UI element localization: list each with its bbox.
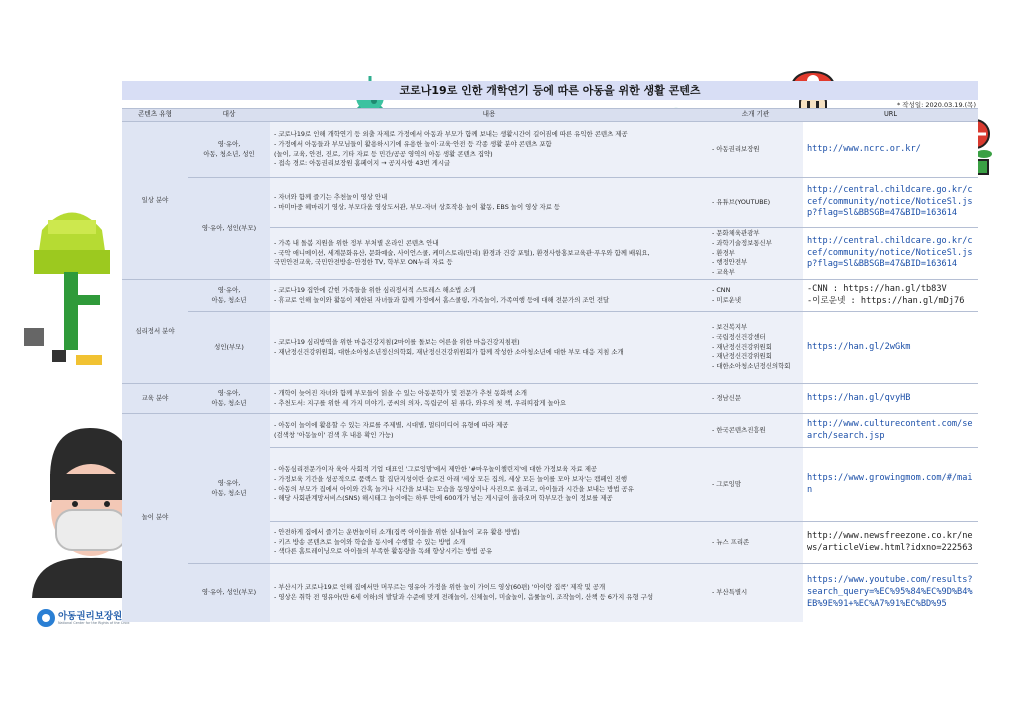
category-cell: 놀이 분야 <box>122 414 188 622</box>
text-line: 아동, 청소년 <box>211 398 247 407</box>
text-line: - 국립정신건강센터 <box>712 333 766 342</box>
content-cell <box>270 178 708 228</box>
text-line: - 영상은 취학 전 영유아(만 6세 이하)의 발달과 수준에 맞게 전래놀이, 신체놀이, 미술놀이, 음률놀이, 조작놀이, 산책 등 6가지 유형 구성 <box>274 592 654 601</box>
url-link[interactable] <box>803 280 978 312</box>
content-cell <box>270 522 708 564</box>
url-link[interactable]: https://han.gl/qvyHB <box>803 384 978 414</box>
date-note: * 작성일: 2020.03.19.(목) <box>896 101 976 109</box>
text-line: - 대한소아청소년정신의학회 <box>712 361 791 370</box>
text-line: - 해당 사회관계망서비스(SNS) 해시태그 놀이에는 하루 만에 600개가 넘는 게시글이 올라오며 학부모간 놀이 정보를 제공 <box>274 494 613 503</box>
table-row <box>122 178 978 228</box>
document-sheet <box>122 78 978 644</box>
text-line: - 코로나19 심리방역을 위한 마음건강지침(2마이를 돌보는 어른을 위한 마음건강지침편) <box>274 337 520 346</box>
text-line: 영·유아, <box>217 139 241 148</box>
category-cell: 심리정서 분야 <box>122 280 188 384</box>
header-cell: 소개 기관 <box>708 109 803 122</box>
org-cell: - 한국콘텐츠진흥원 <box>708 414 803 448</box>
text-line: 아동, 청소년 <box>211 295 247 304</box>
text-line: - 행정안전부 <box>712 258 748 267</box>
header-cell: 콘텐츠 유형 <box>122 109 188 122</box>
text-line: - 문화체육관광부 <box>712 229 760 238</box>
url-link[interactable]: http://www.culturecontent.com/search/search.jsp <box>803 414 978 448</box>
table-row <box>122 384 978 414</box>
target-cell: 영·유아, 성인(부모) <box>188 178 270 280</box>
org-cell: - 그로잉맘 <box>708 448 803 522</box>
org-cell: - 유튜브(YOUTUBE) <box>708 178 803 228</box>
text-line: - 접속 경로: 아동권리보장원 홈페이지 → 공지사항 43번 게시글 <box>274 159 451 168</box>
table-row <box>122 414 978 448</box>
org-cell: - 아동권리보장원 <box>708 122 803 178</box>
header-cell: URL <box>803 109 978 122</box>
text-line: - 가정보육 기간을 성공적으로 품랙스 할 집단지성이란 슬로건 아래 '세상 모든 집의, 세상 모든 놀이를 모아 보자'는 캠페인 진행 <box>274 474 628 483</box>
url-link[interactable]: http://central.childcare.go.kr/ccef/community/notice/NoticeSl.jsp?flag=Sl&BBSGB=47&BID=163614 <box>803 228 978 280</box>
text-line: - 과학기술정보통신부 <box>712 239 772 248</box>
text-line: - 가족 내 돌봄 지원을 위한 정부 부처별 온라인 콘텐츠 안내 <box>274 239 439 248</box>
target-cell: 성인(부모) <box>188 312 270 384</box>
text-line: - 부산시가 코로나19로 인해 집에서만 머무르는 영유아 가정을 위한 놀이 가이드 영상(60편) '아이랑 집콕' 제작 및 공개 <box>274 583 606 592</box>
text-line: 영·유아, <box>217 285 241 294</box>
table-row <box>122 280 978 312</box>
url-link[interactable]: https://han.gl/2wGkm <box>803 312 978 384</box>
text-line: - 재난정신건강위원회 <box>712 352 772 361</box>
text-line: - 색다른 홈트레이닝으로 아이들의 부족한 활동량을 독쇄 향상시키는 방법 공유 <box>274 547 493 556</box>
org-cell: - 부산특별시 <box>708 564 803 622</box>
text-line: - CNN <box>712 285 731 294</box>
content-cell <box>270 448 708 522</box>
content-cell <box>270 312 708 384</box>
target-cell: 영·유아, 성인(부모) <box>188 564 270 622</box>
logo-title: 아동권리보장원 <box>58 611 123 622</box>
text-line: - 미로운냇 <box>712 295 742 304</box>
text-line: (놀이, 교육, 안전, 진로, 기타 자료 등 민간/공공 영역의 아동 생활 콘텐츠 집약) <box>274 149 493 158</box>
text-line: - 보건복지부 <box>712 323 748 332</box>
text-line: - 안전하게 집에서 즐기는 운변놀이터 소개(집콕 아이들을 위한 실내놀이 교유 활용 방법) <box>274 528 520 537</box>
text-line: - 재난정신건강위원회 <box>712 342 772 351</box>
text-line: - 키즈 방송 콘텐츠로 놀이와 학습을 동시에 수행할 수 있는 방법 소개 <box>274 537 466 546</box>
text-line: - 코로나19로 인해 개학연기 등 외출 자제로 가정에서 아동과 부모가 함께 보내는 생활시간이 길어짐에 따른 유익한 콘텐츠 제공 <box>274 130 628 139</box>
target-cell <box>188 384 270 414</box>
text-line: - 아동심리전문가이자 육아 사회적 기업 대표인 '그로잉맘'에서 제안한 '#마우놀이챌린지'에 대한 가정보육 자료 제공 <box>274 465 598 474</box>
text-line: - 마미마중 헤마리기 영상, 부모다움 영상도서관, 부모-자녀 상호작용 놀이 활동, EBS 놀이 영상 자료 등 <box>274 202 561 211</box>
header-cell: 대상 <box>188 109 270 122</box>
url-link[interactable]: http://www.newsfreezone.co.kr/news/articleView.html?idxno=222563 <box>803 522 978 564</box>
text-line: - 코로나19 집안에 갇힌 가족들을 위한 심리정서적 스트레스 해소법 소개 <box>274 285 476 294</box>
content-cell <box>270 384 708 414</box>
org-cell: - 경남신문 <box>708 384 803 414</box>
org-cell <box>708 280 803 312</box>
org-cell <box>708 312 803 384</box>
category-cell: 일상 분야 <box>122 122 188 280</box>
text-line: - 교육부 <box>712 267 735 276</box>
text-line: (검색창 '아동놀이' 검색 후 내용 확인 가능) <box>274 430 394 439</box>
text-line: 영·유아, <box>217 388 241 397</box>
text-line: - 추천도서: 지구를 위한 세 가지 미야기, 공씨의 의자, 독립군이 된 류다, 와우의 첫 책, 우리띠잡게 놀아요 <box>274 398 567 407</box>
text-line: 영·유아, <box>217 478 241 487</box>
org-cell <box>708 228 803 280</box>
text-line: - 아동의 부모가 집에서 아이와 간혹 놀거나 시간을 보내는 모습을 동영상이나 사진으로 올리고, 아이들과 시간을 보내는 방법 공유 <box>274 484 634 493</box>
text-line: 아동, 청소년, 성인 <box>203 149 255 158</box>
content-cell <box>270 414 708 448</box>
content-cell <box>270 228 708 280</box>
category-cell: 교육 분야 <box>122 384 188 414</box>
text-line: -이로운넷 : https://han.gl/mDj76 <box>807 295 965 306</box>
url-link[interactable]: http://www.ncrc.or.kr/ <box>803 122 978 178</box>
target-cell <box>188 122 270 178</box>
content-cell <box>270 280 708 312</box>
table-row <box>122 312 978 384</box>
logo-mark-icon <box>36 608 56 628</box>
text-line: - 개학이 늦어진 자녀와 함께 부모들이 읽을 수 있는 아동문학가 및 전문가 추천 동화책 소개 <box>274 388 527 397</box>
text-line: - 환경부 <box>712 248 735 257</box>
url-link[interactable]: https://www.growingmom.com/#/main <box>803 448 978 522</box>
table-row <box>122 564 978 622</box>
content-cell <box>270 564 708 622</box>
lego-tree-illustration <box>22 200 122 375</box>
text-line: - 자녀와 함께 즐기는 추천놀이 영상 안내 <box>274 192 388 201</box>
text-line: - 휴교로 인해 놀이와 활동이 제한된 자녀들과 함께 가정에서 홈스쿨링, 가족놀이, 가족여행 등에 대해 전문가의 조언 전달 <box>274 295 610 304</box>
url-link[interactable]: http://central.childcare.go.kr/ccef/community/notice/NoticeSl.jsp?flag=Sl&BBSGB=47&BID=163614 <box>803 178 978 228</box>
target-cell <box>188 280 270 312</box>
document-title: 코로나19로 인한 개학연기 등에 따른 아동을 위한 생활 콘텐츠 <box>122 81 978 100</box>
text-line: 아동, 청소년 <box>211 488 247 497</box>
text-line: - 국악 애니메이션, 세계문화유산, 문화예술, 사이언스쿨, 케미스토리(만리) 환경과 건강 포털), 환경사항홍보교육관·푸우와 함께 배워요, <box>274 248 650 257</box>
target-cell <box>188 414 270 564</box>
text-line: - 가정에서 아동들과 부모님들이 활용하시기에 유용한 놀이·교육·안전 등 각종 생활 분야 콘텐츠 포함 <box>274 139 552 148</box>
logo-subtitle: National Center for the Rights of the Child <box>58 621 130 625</box>
text-line: - 재난정신건강위원회, 대한소아청소년정신의학회, 재난정신건강위원회가 함께 작성한 소아청소년에 대한 부모 대응 지침 소개 <box>274 347 624 356</box>
table-row <box>122 122 978 178</box>
text-line: 국민안전교육, 국민안전방송-안정한 TV, 학부모 ON누리 자료 등 <box>274 258 453 267</box>
text-line: - 아동이 놀이에 활용할 수 있는 자료를 주제별, 시대별, 멀티미디어 유형에 따라 제공 <box>274 420 509 429</box>
contents-table <box>122 108 978 622</box>
text-line: -CNN : https://han.gl/tb83V <box>807 283 947 294</box>
header-cell: 내용 <box>270 109 708 122</box>
header-row <box>122 109 978 122</box>
url-link[interactable]: https://www.youtube.com/results?search_query=%EC%95%84%EC%9D%B4%EB%9E%91+%EC%A7%91%EC%BD%95 <box>803 564 978 622</box>
content-cell <box>270 122 708 178</box>
org-cell: - 뉴스 프리존 <box>708 522 803 564</box>
